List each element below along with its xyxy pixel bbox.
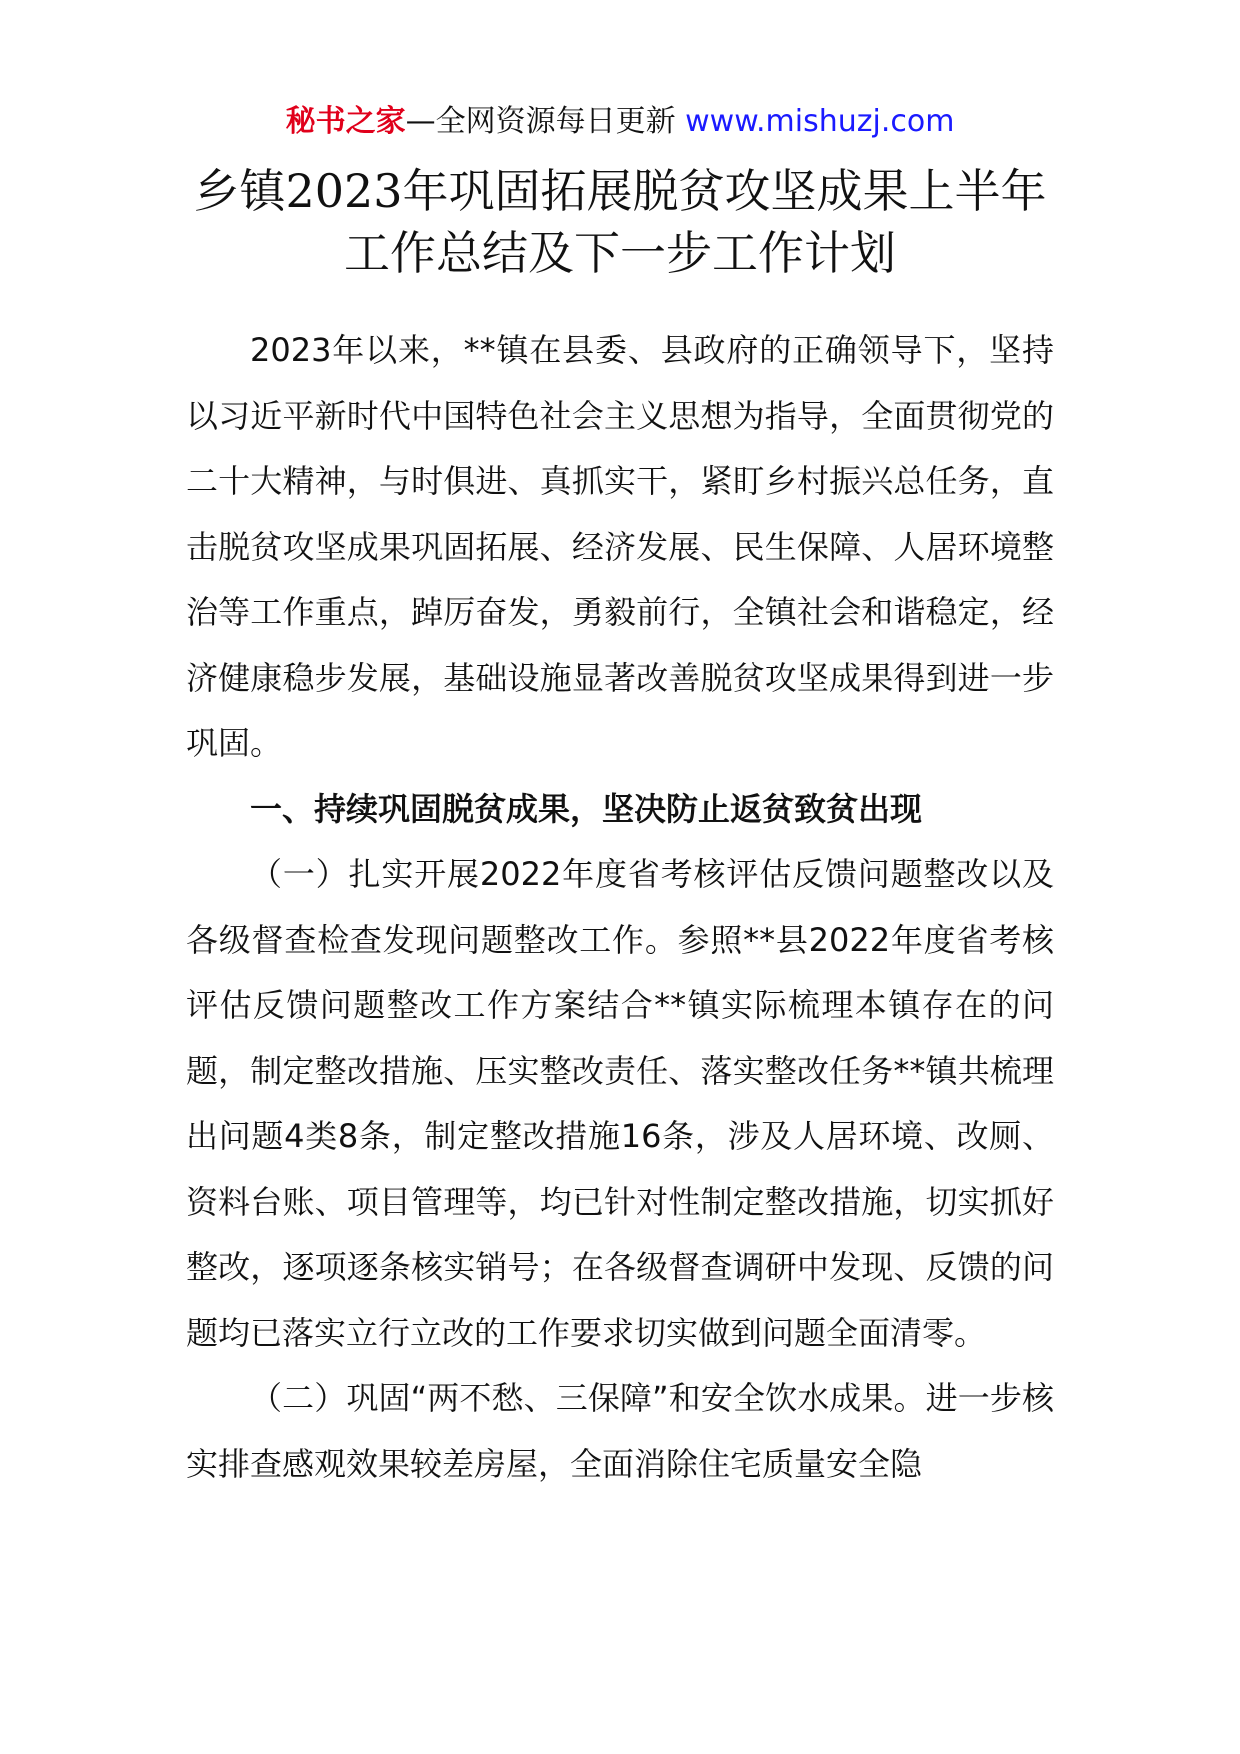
site-brand: 秘书之家 [285,104,406,139]
site-url-link[interactable]: www.mishuzj.com [685,104,955,139]
intro-paragraph: 2023年以来，**镇在县委、县政府的正确领导下，坚持以习近平新时代中国特色社会主义思想为指导，全面贯彻党的二十大精神，与时俱进、真抓实干，紧盯乡村振兴总任务，直击脱贫攻坚成果巩固拓展、经济发展、民生保障、人居环境整治等工作重点，踔厉奋发，勇毅前行，全镇社会和谐稳定，经济健康稳步发展，基础设施显著改善脱贫攻坚成果得到进一步巩固。 [186,331,1054,762]
section-heading-1: 一、持续巩固脱贫成果，坚决防止返贫致贫出现 [250,789,923,828]
document-title [150,160,1090,284]
paragraph-item-2: （二）巩固“两不愁、三保障”和安全饮水成果。进一步核实排查感观效果较差房屋，全面消除住宅质量安全隐 [186,1379,1054,1483]
paragraph-item-1: （一）扎实开展2022年度省考核评估反馈问题整改以及各级督查检查发现问题整改工作。参照**县2022年度省考核评估反馈问题整改工作方案结合**镇实际梳理本镇存在的问题，制定整改措施、压实整改责任、落实整改任务**镇共梳理出问题4类8条，制定整改措施16条，涉及人居环境、改厕、资料台账、项目管理等，均已针对性制定整改措施，切实抓好整改，逐项逐条核实销号；在各级督查调研中发现、反馈的问题均已落实立行立改的工作要求切实做到问题全面清零。 [186,855,1054,1352]
site-tagline: —全网资源每日更新 [405,104,686,139]
title-line-1: 乡镇2023年巩固拓展脱贫攻坚成果上半年 [193,164,1047,218]
title-line-2: 工作总结及下一步工作计划 [344,226,896,280]
document-body [186,318,1054,1497]
site-header [0,100,1240,144]
